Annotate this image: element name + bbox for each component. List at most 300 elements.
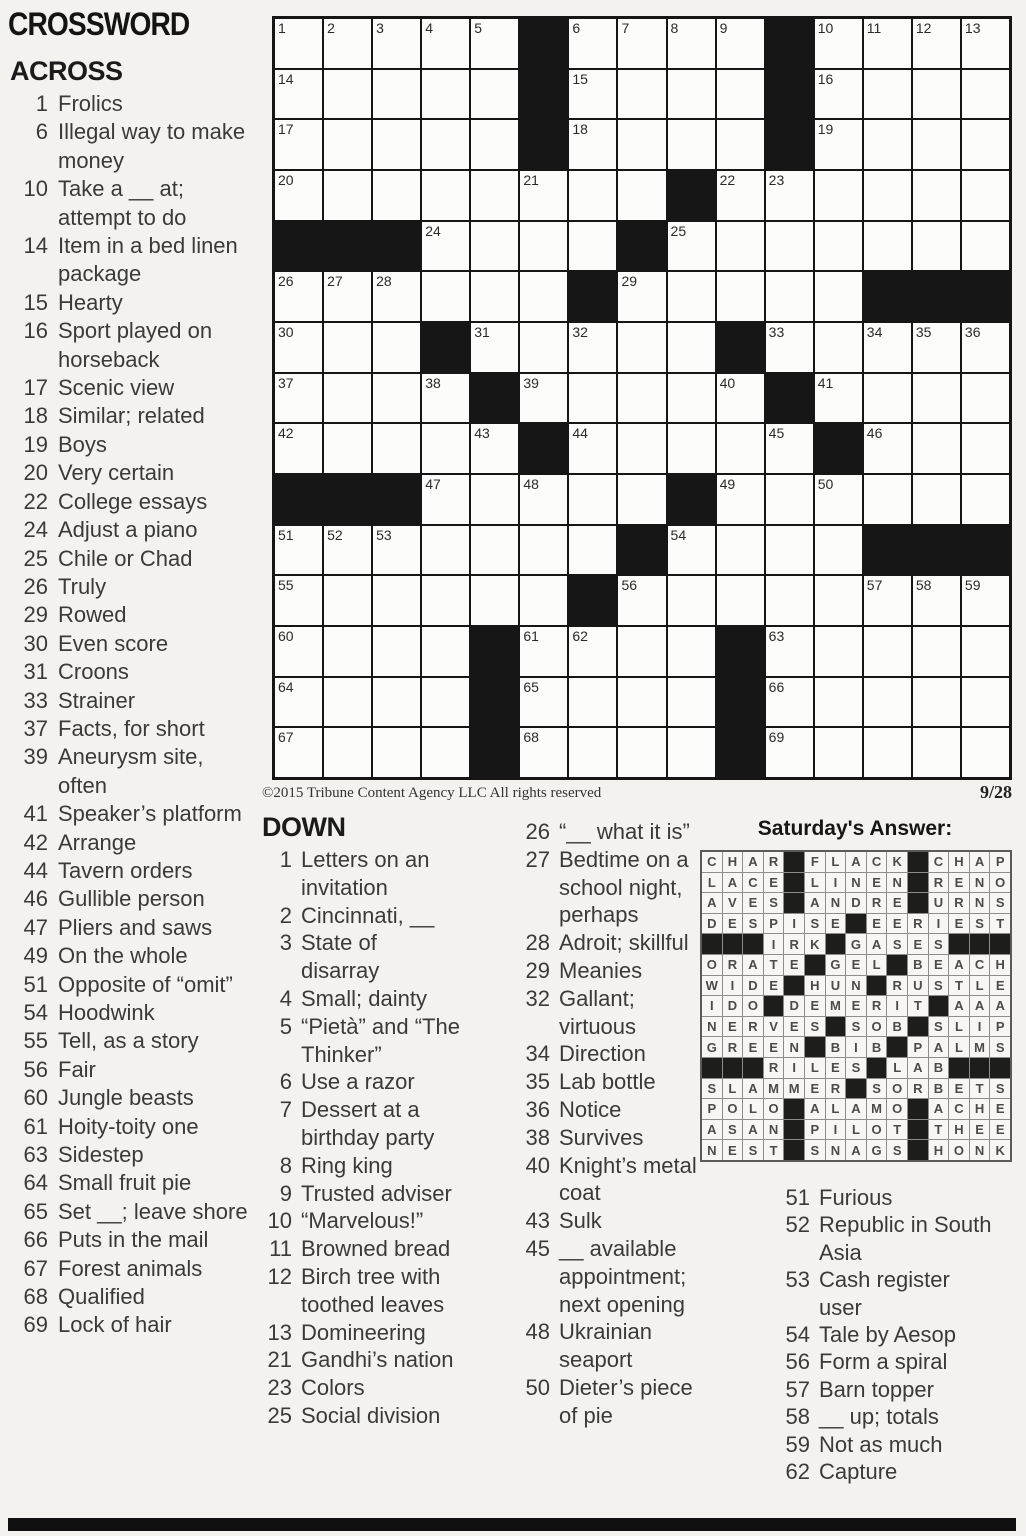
grid-cell[interactable]	[815, 374, 862, 423]
grid-cell[interactable]	[864, 374, 911, 423]
grid-cell[interactable]	[962, 475, 1009, 524]
clue-number: 27	[525, 846, 550, 872]
cell-number: 9	[719, 20, 728, 36]
grid-cell[interactable]	[717, 120, 764, 169]
grid-cell[interactable]	[618, 627, 665, 676]
clue-number: 60	[23, 1085, 48, 1111]
answer-cell: B	[908, 955, 928, 975]
clue-text: Truly	[58, 573, 107, 599]
answer-cell-black	[784, 873, 804, 893]
grid-cell[interactable]	[962, 70, 1009, 119]
grid-cell[interactable]	[569, 19, 616, 68]
answer-cell-black	[846, 1079, 866, 1099]
grid-cell[interactable]	[717, 171, 764, 220]
grid-cell[interactable]	[422, 475, 469, 524]
grid-cell[interactable]	[717, 526, 764, 575]
grid-cell[interactable]	[569, 171, 616, 220]
grid-cell[interactable]	[962, 171, 1009, 220]
clue-text: Ukrainian seaport	[559, 1319, 652, 1373]
grid-cell[interactable]	[668, 526, 715, 575]
clue-number: 11	[269, 1236, 292, 1262]
clue-text: Strainer	[58, 687, 136, 713]
grid-cell[interactable]	[373, 323, 420, 372]
clue-text: Speaker’s platform	[58, 801, 242, 827]
cell-number: 40	[719, 374, 736, 391]
grid-cell[interactable]	[618, 678, 665, 727]
clue-number: 37	[23, 715, 48, 741]
grid-cell[interactable]	[471, 576, 518, 625]
grid-cell[interactable]	[717, 576, 764, 625]
answer-cell: E	[764, 976, 784, 996]
grid-cell[interactable]	[815, 728, 862, 777]
grid-cell[interactable]	[815, 120, 862, 169]
clue-text: Even score	[58, 630, 169, 656]
grid-cell[interactable]	[520, 374, 567, 423]
grid-cell[interactable]	[766, 526, 813, 575]
answer-cell: R	[908, 1079, 928, 1099]
grid-cell[interactable]	[471, 70, 518, 119]
answer-cell: S	[764, 893, 784, 913]
grid-cell[interactable]	[913, 374, 960, 423]
answer-cell: S	[887, 1140, 907, 1160]
clue-number: 51	[785, 1185, 810, 1210]
grid-cell[interactable]	[422, 678, 469, 727]
grid-cell[interactable]	[520, 526, 567, 575]
answer-cell: T	[764, 955, 784, 975]
grid-cell[interactable]	[864, 475, 911, 524]
clue-text: Sulk	[559, 1208, 602, 1234]
clue-text: Puts in the mail	[58, 1227, 209, 1253]
grid-cell-black	[373, 222, 420, 271]
grid-cell[interactable]	[815, 222, 862, 271]
clue-5	[262, 1013, 508, 1069]
answer-cell: L	[702, 873, 722, 893]
grid-cell[interactable]	[618, 728, 665, 777]
answer-cell: U	[929, 893, 949, 913]
answer-cell: A	[908, 1058, 928, 1078]
grid-cell[interactable]	[962, 424, 1009, 473]
grid-cell[interactable]	[520, 576, 567, 625]
grid-cell[interactable]	[618, 576, 665, 625]
grid-cell[interactable]	[373, 576, 420, 625]
grid-cell[interactable]	[275, 424, 322, 473]
grid-cell[interactable]	[520, 222, 567, 271]
cell-number: 4	[425, 20, 433, 36]
grid-cell[interactable]	[471, 323, 518, 372]
answer-cell: O	[990, 873, 1010, 893]
grid-cell[interactable]	[373, 526, 420, 575]
clue-text: Capture	[819, 1459, 898, 1485]
grid-cell[interactable]	[815, 576, 862, 625]
answer-cell: B	[929, 1058, 949, 1078]
grid-cell[interactable]	[962, 728, 1009, 777]
grid-cell[interactable]	[422, 728, 469, 777]
grid-cell[interactable]	[569, 374, 616, 423]
grid-cell[interactable]	[569, 627, 616, 676]
grid-cell[interactable]	[373, 678, 420, 727]
answer-cell: E	[990, 976, 1010, 996]
answer-cell: O	[764, 1099, 784, 1119]
grid-cell[interactable]	[962, 678, 1009, 727]
grid-cell[interactable]	[717, 70, 764, 119]
grid-cell[interactable]	[422, 70, 469, 119]
grid-cell[interactable]	[864, 171, 911, 220]
answer-cell: S	[846, 1017, 866, 1037]
grid-cell[interactable]	[422, 374, 469, 423]
grid-cell[interactable]	[569, 222, 616, 271]
grid-cell[interactable]	[913, 120, 960, 169]
clue-number: 12	[267, 1263, 292, 1289]
answer-cell-black	[846, 914, 866, 934]
grid-cell[interactable]	[373, 272, 420, 321]
clue-text: Qualified	[58, 1284, 145, 1310]
grid-cell[interactable]	[471, 424, 518, 473]
clue-number: 6	[35, 119, 48, 145]
answer-cell-black	[723, 934, 743, 954]
grid-cell[interactable]	[373, 70, 420, 119]
grid-cell[interactable]	[471, 120, 518, 169]
page-title: CROSSWORD	[8, 6, 190, 42]
grid-cell[interactable]	[618, 19, 665, 68]
grid-cell[interactable]	[668, 627, 715, 676]
answer-cell-black	[908, 1120, 928, 1140]
grid-cell[interactable]	[422, 171, 469, 220]
grid-cell[interactable]	[864, 323, 911, 372]
answer-cell: R	[867, 893, 887, 913]
grid-cell[interactable]	[324, 171, 371, 220]
grid-cell[interactable]	[766, 272, 813, 321]
grid-cell[interactable]	[275, 323, 322, 372]
grid-cell-black	[520, 120, 567, 169]
clue-number: 30	[23, 630, 48, 656]
grid-cell[interactable]	[422, 272, 469, 321]
grid-cell[interactable]	[962, 323, 1009, 372]
clue-text: Furious	[819, 1185, 893, 1210]
grid-cell[interactable]	[668, 374, 715, 423]
clue-text: Illegal way to make money	[58, 119, 246, 173]
grid-cell[interactable]	[569, 678, 616, 727]
grid-cell[interactable]	[373, 120, 420, 169]
clue-51	[10, 971, 260, 999]
grid-cell[interactable]	[471, 19, 518, 68]
grid-cell[interactable]	[913, 19, 960, 68]
answer-cell: I	[784, 1058, 804, 1078]
answer-cell: G	[846, 934, 866, 954]
grid-cell[interactable]	[815, 526, 862, 575]
answer-cell: G	[826, 955, 846, 975]
grid-cell[interactable]	[520, 272, 567, 321]
grid-cell[interactable]	[717, 19, 764, 68]
grid-cell[interactable]	[618, 475, 665, 524]
grid-cell[interactable]	[668, 576, 715, 625]
grid-cell[interactable]	[373, 19, 420, 68]
grid-cell[interactable]	[422, 576, 469, 625]
grid-cell[interactable]	[471, 222, 518, 271]
grid-cell[interactable]	[373, 627, 420, 676]
cell-number: 16	[817, 70, 834, 87]
answer-cell: V	[723, 893, 743, 913]
grid-cell[interactable]	[520, 678, 567, 727]
clue-number: 14	[23, 233, 48, 259]
copyright-line: ©2015 Tribune Content Agency LLC All rights reserved	[262, 785, 602, 801]
clue-10	[262, 1207, 508, 1235]
clue-text: Letters on an invitation	[301, 847, 430, 900]
grid-cell[interactable]	[275, 70, 322, 119]
grid-cell[interactable]	[569, 70, 616, 119]
clue-number: 23	[267, 1375, 292, 1401]
grid-cell[interactable]	[668, 323, 715, 372]
grid-cell[interactable]	[668, 678, 715, 727]
grid-cell[interactable]	[520, 627, 567, 676]
grid-cell[interactable]	[275, 627, 322, 676]
grid-cell[interactable]	[913, 576, 960, 625]
grid-cell[interactable]	[717, 222, 764, 271]
clue-number: 26	[23, 573, 48, 599]
bottom-rule	[8, 1518, 1016, 1531]
grid-cell[interactable]	[275, 272, 322, 321]
answer-cell: D	[846, 893, 866, 913]
grid-cell[interactable]	[618, 424, 665, 473]
grid-cell[interactable]	[618, 374, 665, 423]
answer-cell-black	[867, 1058, 887, 1078]
clue-54	[10, 999, 260, 1027]
grid-cell[interactable]	[815, 627, 862, 676]
clue-text: “Pietà” and “The Thinker”	[301, 1013, 460, 1067]
clue-text: Gullible person	[58, 886, 205, 912]
grid-cell[interactable]	[520, 323, 567, 372]
grid-cell[interactable]	[471, 171, 518, 220]
grid-cell-black	[717, 728, 764, 777]
grid-cell[interactable]	[275, 171, 322, 220]
answer-cell-black	[867, 976, 887, 996]
grid-cell[interactable]	[471, 526, 518, 575]
grid-cell[interactable]	[766, 323, 813, 372]
answer-cell: A	[846, 1099, 866, 1119]
grid-cell[interactable]	[569, 728, 616, 777]
grid-cell[interactable]	[569, 424, 616, 473]
answer-cell: D	[723, 996, 743, 1016]
grid-cell[interactable]	[422, 627, 469, 676]
grid-cell[interactable]	[275, 678, 322, 727]
grid-cell[interactable]	[373, 728, 420, 777]
answer-cell: A	[867, 934, 887, 954]
grid-cell[interactable]	[618, 120, 665, 169]
clue-text: Form a spiral	[819, 1349, 948, 1375]
answer-cell-black	[743, 1058, 763, 1078]
clue-text: College essays	[58, 488, 208, 514]
grid-cell[interactable]	[569, 475, 616, 524]
grid-cell[interactable]	[913, 171, 960, 220]
grid-cell[interactable]	[913, 678, 960, 727]
grid-cell[interactable]	[520, 171, 567, 220]
answer-cell: K	[990, 1140, 1010, 1160]
grid-cell[interactable]	[324, 374, 371, 423]
grid-cell[interactable]	[520, 475, 567, 524]
grid-cell[interactable]	[373, 424, 420, 473]
clue-number: 45	[525, 1235, 550, 1261]
grid-cell[interactable]	[668, 272, 715, 321]
grid-cell[interactable]	[471, 272, 518, 321]
grid-cell[interactable]	[618, 272, 665, 321]
grid-cell[interactable]	[324, 576, 371, 625]
grid-cell[interactable]	[717, 424, 764, 473]
grid-cell[interactable]	[815, 678, 862, 727]
grid-cell[interactable]	[864, 627, 911, 676]
clue-text: Take a __ at; attempt to do	[58, 176, 187, 230]
grid-cell[interactable]	[668, 222, 715, 271]
grid-cell[interactable]	[962, 222, 1009, 271]
answer-cell: B	[929, 1079, 949, 1099]
grid-cell[interactable]	[618, 171, 665, 220]
grid-cell[interactable]	[324, 323, 371, 372]
grid-cell[interactable]	[864, 120, 911, 169]
clue-number: 59	[785, 1431, 810, 1457]
grid-cell[interactable]	[766, 424, 813, 473]
answer-cell: C	[743, 873, 763, 893]
grid-cell[interactable]	[471, 475, 518, 524]
grid-cell[interactable]	[569, 120, 616, 169]
grid-cell[interactable]	[766, 728, 813, 777]
grid-cell[interactable]	[864, 576, 911, 625]
answer-cell: S	[990, 893, 1010, 913]
clue-text: Lab bottle	[559, 1069, 656, 1095]
grid-cell[interactable]	[324, 424, 371, 473]
answer-cell: E	[990, 1099, 1010, 1119]
grid-cell[interactable]	[668, 728, 715, 777]
grid-cell-black	[422, 323, 469, 372]
grid-cell[interactable]	[324, 627, 371, 676]
grid-cell[interactable]	[275, 19, 322, 68]
grid-cell[interactable]	[913, 728, 960, 777]
grid-cell[interactable]	[913, 70, 960, 119]
grid-cell-black	[618, 222, 665, 271]
clue-number: 19	[23, 431, 48, 457]
grid-cell[interactable]	[668, 120, 715, 169]
grid-cell[interactable]	[373, 374, 420, 423]
grid-cell[interactable]	[913, 222, 960, 271]
clue-number: 53	[785, 1267, 810, 1293]
grid-cell[interactable]	[324, 19, 371, 68]
grid-cell[interactable]	[275, 120, 322, 169]
clue-29	[516, 957, 726, 985]
clue-text: Cincinnati, __	[301, 902, 435, 928]
grid-cell[interactable]	[864, 70, 911, 119]
grid-cell[interactable]	[913, 627, 960, 676]
grid-cell[interactable]	[913, 424, 960, 473]
grid-cell[interactable]	[668, 19, 715, 68]
clue-text: Cash register user	[819, 1267, 950, 1320]
answer-cell: T	[764, 1140, 784, 1160]
grid-cell[interactable]	[422, 19, 469, 68]
cell-number: 60	[278, 628, 294, 644]
grid-cell[interactable]	[275, 728, 322, 777]
answer-cell: E	[949, 1079, 969, 1099]
grid-cell[interactable]	[668, 424, 715, 473]
grid-cell[interactable]	[324, 728, 371, 777]
grid-cell[interactable]	[324, 678, 371, 727]
grid-cell[interactable]	[962, 374, 1009, 423]
clue-text: Hoity-toity one	[58, 1113, 199, 1139]
grid-cell[interactable]	[618, 323, 665, 372]
grid-cell[interactable]	[520, 728, 567, 777]
answer-cell: O	[867, 1017, 887, 1037]
grid-cell[interactable]	[766, 627, 813, 676]
answer-cell: S	[929, 1017, 949, 1037]
grid-cell[interactable]	[569, 526, 616, 575]
clue-56	[10, 1056, 260, 1084]
grid-cell[interactable]	[815, 171, 862, 220]
grid-cell[interactable]	[324, 120, 371, 169]
grid-cell-black	[324, 222, 371, 271]
grid-cell[interactable]	[864, 424, 911, 473]
grid-cell[interactable]	[864, 222, 911, 271]
grid-cell[interactable]	[766, 576, 813, 625]
grid-cell[interactable]	[275, 526, 322, 575]
grid-cell[interactable]	[275, 576, 322, 625]
grid-cell[interactable]	[815, 70, 862, 119]
clue-text: Gandhi’s nation	[301, 1347, 454, 1373]
clue-55	[10, 1027, 260, 1055]
grid-cell[interactable]	[422, 526, 469, 575]
clue-7	[262, 1096, 508, 1152]
grid-cell[interactable]	[962, 627, 1009, 676]
answer-cell: L	[805, 1058, 825, 1078]
clue-text: Hoodwink	[58, 1000, 155, 1025]
grid-cell[interactable]	[766, 171, 813, 220]
grid-cell[interactable]	[717, 475, 764, 524]
grid-cell[interactable]	[913, 475, 960, 524]
grid-cell[interactable]	[766, 475, 813, 524]
cell-number: 33	[768, 324, 785, 340]
grid-cell[interactable]	[864, 728, 911, 777]
grid-cell[interactable]	[864, 19, 911, 68]
grid-cell[interactable]	[324, 272, 371, 321]
clue-9	[262, 1180, 508, 1208]
grid-cell[interactable]	[422, 222, 469, 271]
grid-cell[interactable]	[815, 475, 862, 524]
grid-cell[interactable]	[618, 70, 665, 119]
grid-cell[interactable]	[717, 272, 764, 321]
grid-cell[interactable]	[864, 678, 911, 727]
grid-cell[interactable]	[913, 323, 960, 372]
clue-text: Jungle beasts	[58, 1085, 194, 1111]
grid-cell[interactable]	[324, 70, 371, 119]
grid-cell[interactable]	[815, 19, 862, 68]
grid-cell[interactable]	[569, 323, 616, 372]
grid-cell[interactable]	[766, 678, 813, 727]
grid-cell-black	[668, 171, 715, 220]
grid-cell[interactable]	[815, 323, 862, 372]
grid-cell[interactable]	[668, 70, 715, 119]
clue-text: Hearty	[58, 289, 123, 315]
grid-cell[interactable]	[962, 576, 1009, 625]
grid-cell[interactable]	[962, 120, 1009, 169]
grid-cell[interactable]	[373, 171, 420, 220]
grid-cell[interactable]	[422, 120, 469, 169]
grid-cell[interactable]	[717, 374, 764, 423]
answer-cell: I	[764, 934, 784, 954]
grid-cell[interactable]	[815, 272, 862, 321]
clue-number: 31	[23, 659, 48, 685]
grid-cell[interactable]	[422, 424, 469, 473]
down-header: DOWN	[262, 812, 346, 842]
grid-cell[interactable]	[962, 19, 1009, 68]
grid-cell[interactable]	[766, 222, 813, 271]
grid-cell[interactable]	[275, 374, 322, 423]
answer-cell-black	[908, 1099, 928, 1119]
grid-cell[interactable]	[324, 526, 371, 575]
answer-cell-black	[887, 1037, 907, 1057]
